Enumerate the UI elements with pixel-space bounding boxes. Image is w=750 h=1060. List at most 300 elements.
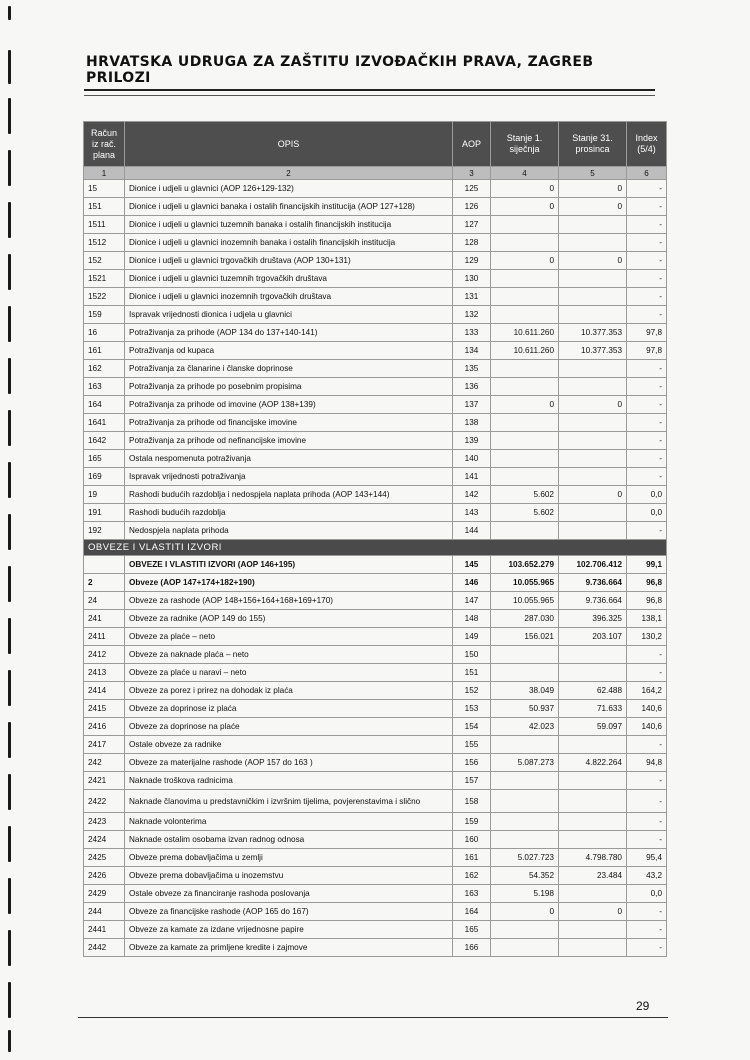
cell-january: [491, 664, 559, 682]
cell-description: Obveze za doprinose na plaće: [125, 718, 453, 736]
cell-january: [491, 234, 559, 252]
cell-index: 95,4: [627, 849, 667, 867]
table-row: [84, 522, 667, 540]
table-header-row: [84, 122, 667, 167]
cell-january: [491, 772, 559, 790]
cell-december: [559, 813, 627, 831]
cell-account: 16: [84, 324, 125, 342]
table-row: [84, 682, 667, 700]
cell-description: Potraživanja za prihode od financijske imovine: [125, 414, 453, 432]
cell-aop: 143: [453, 504, 491, 522]
cell-january: 5.087.273: [491, 754, 559, 772]
cell-aop: 163: [453, 885, 491, 903]
cell-december: [559, 664, 627, 682]
cell-description: Ispravak vrijednosti potraživanja: [125, 468, 453, 486]
binding-hole: [8, 254, 11, 290]
cell-description: Obveze za doprinose iz plaća: [125, 700, 453, 718]
cell-december: [559, 772, 627, 790]
cell-index: -: [627, 378, 667, 396]
cell-description: Dionice i udjeli u glavnici trgovačkih društava (AOP 130+131): [125, 252, 453, 270]
liabilities-rows: [84, 556, 667, 957]
cell-december: [559, 216, 627, 234]
cell-description: Ostala nespomenuta potraživanja: [125, 450, 453, 468]
col-number: 1: [84, 167, 125, 180]
cell-index: 43,2: [627, 867, 667, 885]
cell-account: 2416: [84, 718, 125, 736]
cell-description: Dionice i udjeli u glavnici tuzemnih trgovačkih društava: [125, 270, 453, 288]
cell-december: 0: [559, 903, 627, 921]
table-row: [84, 486, 667, 504]
table-row: [84, 306, 667, 324]
cell-index: -: [627, 216, 667, 234]
cell-index: -: [627, 270, 667, 288]
cell-aop: 151: [453, 664, 491, 682]
cell-description: Obveze za kamate za primljene kredite i zajmove: [125, 939, 453, 957]
table-row: [84, 198, 667, 216]
cell-january: [491, 360, 559, 378]
cell-description: Obveze za financijske rashode (AOP 165 do 167): [125, 903, 453, 921]
table-row: [84, 216, 667, 234]
cell-december: [559, 414, 627, 432]
cell-aop: 161: [453, 849, 491, 867]
cell-aop: 154: [453, 718, 491, 736]
table-row: [84, 468, 667, 486]
cell-account: 1511: [84, 216, 125, 234]
cell-account: 2414: [84, 682, 125, 700]
cell-january: 5.027.723: [491, 849, 559, 867]
cell-aop: 147: [453, 592, 491, 610]
cell-january: 10.611.260: [491, 342, 559, 360]
cell-description: Naknade troškova radnicima: [125, 772, 453, 790]
cell-description: Obveze za plaće – neto: [125, 628, 453, 646]
section-title: PRILOZI: [86, 70, 151, 86]
binding-hole: [8, 982, 11, 1018]
cell-description: Nedospjela naplata prihoda: [125, 522, 453, 540]
cell-aop: 135: [453, 360, 491, 378]
page-header: [86, 54, 666, 86]
cell-account: 2426: [84, 867, 125, 885]
table-row: [84, 646, 667, 664]
cell-january: 5.602: [491, 486, 559, 504]
binding-hole: [8, 462, 11, 498]
cell-account: 2421: [84, 772, 125, 790]
cell-december: [559, 450, 627, 468]
cell-january: 10.055.965: [491, 574, 559, 592]
cell-account: 169: [84, 468, 125, 486]
cell-december: [559, 270, 627, 288]
cell-account: 24: [84, 592, 125, 610]
cell-january: 0: [491, 198, 559, 216]
cell-december: 203.107: [559, 628, 627, 646]
cell-account: 2415: [84, 700, 125, 718]
cell-description: Obveze za naknade plaća – neto: [125, 646, 453, 664]
table-row: [84, 432, 667, 450]
cell-aop: 155: [453, 736, 491, 754]
cell-december: 59.097: [559, 718, 627, 736]
cell-account: [84, 556, 125, 574]
binding-hole: [8, 722, 11, 758]
cell-december: 62.488: [559, 682, 627, 700]
table-row: [84, 885, 667, 903]
cell-aop: 132: [453, 306, 491, 324]
cell-aop: 150: [453, 646, 491, 664]
cell-aop: 159: [453, 813, 491, 831]
cell-december: [559, 921, 627, 939]
cell-december: 10.377.353: [559, 342, 627, 360]
table-row: [84, 867, 667, 885]
table-row: [84, 556, 667, 574]
cell-description: Ostale obveze za financiranje rashoda poslovanja: [125, 885, 453, 903]
cell-aop: 157: [453, 772, 491, 790]
cell-index: 138,1: [627, 610, 667, 628]
cell-december: 0: [559, 180, 627, 198]
cell-december: 23.484: [559, 867, 627, 885]
col-number: 2: [125, 167, 453, 180]
cell-december: 4.822.264: [559, 754, 627, 772]
cell-aop: 125: [453, 180, 491, 198]
column-number-row: [84, 167, 667, 180]
cell-december: [559, 378, 627, 396]
cell-index: 0,0: [627, 504, 667, 522]
cell-description: Obveze prema dobavljačima u zemlji: [125, 849, 453, 867]
binding-hole: [8, 1030, 11, 1052]
org-title: HRVATSKA UDRUGA ZA ZAŠTITU IZVOĐAČKIH PRAVA, ZAGREB: [86, 54, 594, 70]
col-header-aop: AOP: [453, 122, 491, 167]
table-row: [84, 574, 667, 592]
table-row: [84, 718, 667, 736]
cell-december: [559, 288, 627, 306]
cell-december: [559, 432, 627, 450]
cell-aop: 128: [453, 234, 491, 252]
cell-aop: 140: [453, 450, 491, 468]
cell-aop: 138: [453, 414, 491, 432]
cell-index: -: [627, 180, 667, 198]
cell-description: Potraživanja za prihode (AOP 134 do 137+140-141): [125, 324, 453, 342]
cell-index: 99,1: [627, 556, 667, 574]
cell-aop: 146: [453, 574, 491, 592]
table-row: [84, 180, 667, 198]
cell-index: 97,8: [627, 342, 667, 360]
cell-account: 2: [84, 574, 125, 592]
cell-account: 2425: [84, 849, 125, 867]
cell-january: [491, 270, 559, 288]
cell-index: 94,8: [627, 754, 667, 772]
cell-january: [491, 288, 559, 306]
cell-account: 1641: [84, 414, 125, 432]
binding-hole: [8, 50, 11, 84]
cell-december: 4.798.780: [559, 849, 627, 867]
cell-index: -: [627, 234, 667, 252]
col-header-index: Index (5/4): [627, 122, 667, 167]
cell-december: 10.377.353: [559, 324, 627, 342]
cell-january: 5.602: [491, 504, 559, 522]
cell-aop: 130: [453, 270, 491, 288]
cell-account: 241: [84, 610, 125, 628]
cell-aop: 158: [453, 790, 491, 813]
cell-january: [491, 468, 559, 486]
cell-aop: 133: [453, 324, 491, 342]
cell-account: 242: [84, 754, 125, 772]
cell-index: -: [627, 921, 667, 939]
binding-hole: [8, 98, 11, 134]
cell-aop: 129: [453, 252, 491, 270]
cell-index: -: [627, 432, 667, 450]
cell-index: -: [627, 813, 667, 831]
cell-account: 2412: [84, 646, 125, 664]
cell-index: -: [627, 450, 667, 468]
cell-january: 10.611.260: [491, 324, 559, 342]
cell-january: 42.023: [491, 718, 559, 736]
cell-index: 96,8: [627, 574, 667, 592]
cell-january: 5.198: [491, 885, 559, 903]
cell-account: 151: [84, 198, 125, 216]
cell-aop: 126: [453, 198, 491, 216]
cell-description: Obveze za kamate za izdane vrijednosne papire: [125, 921, 453, 939]
cell-december: [559, 504, 627, 522]
cell-january: [491, 432, 559, 450]
cell-december: [559, 234, 627, 252]
cell-index: -: [627, 396, 667, 414]
cell-index: -: [627, 468, 667, 486]
table-row: [84, 414, 667, 432]
cell-account: 2422: [84, 790, 125, 813]
cell-january: [491, 378, 559, 396]
cell-description: Naknade ostalim osobama izvan radnog odnosa: [125, 831, 453, 849]
cell-december: [559, 831, 627, 849]
cell-index: -: [627, 939, 667, 957]
cell-account: 2442: [84, 939, 125, 957]
cell-description: Obveze za radnike (AOP 149 do 155): [125, 610, 453, 628]
cell-index: 140,6: [627, 700, 667, 718]
cell-account: 2413: [84, 664, 125, 682]
binding-hole: [8, 774, 11, 810]
cell-aop: 131: [453, 288, 491, 306]
cell-january: [491, 522, 559, 540]
section-row: [84, 540, 667, 556]
cell-aop: 149: [453, 628, 491, 646]
cell-account: 2424: [84, 831, 125, 849]
table-row: [84, 939, 667, 957]
cell-aop: 134: [453, 342, 491, 360]
binding-hole: [8, 670, 11, 706]
table-row: [84, 772, 667, 790]
cell-december: 0: [559, 252, 627, 270]
binding-hole: [8, 202, 11, 238]
cell-account: 1512: [84, 234, 125, 252]
cell-aop: 145: [453, 556, 491, 574]
cell-description: Rashodi budućih razdoblja: [125, 504, 453, 522]
cell-january: 10.055.965: [491, 592, 559, 610]
cell-account: 2411: [84, 628, 125, 646]
cell-description: Obveze (AOP 147+174+182+190): [125, 574, 453, 592]
table-row: [84, 252, 667, 270]
binding-hole: [8, 410, 11, 446]
col-number: 4: [491, 167, 559, 180]
col-number: 3: [453, 167, 491, 180]
col-header-january: Stanje 1. siječnja: [491, 122, 559, 167]
cell-january: 0: [491, 903, 559, 921]
cell-aop: 164: [453, 903, 491, 921]
cell-december: 102.706.412: [559, 556, 627, 574]
cell-description: OBVEZE I VLASTITI IZVORI (AOP 146+195): [125, 556, 453, 574]
header-rule-thin: [84, 95, 655, 96]
cell-december: 9.736.664: [559, 592, 627, 610]
cell-index: -: [627, 306, 667, 324]
cell-december: [559, 939, 627, 957]
cell-december: [559, 360, 627, 378]
cell-account: 244: [84, 903, 125, 921]
cell-account: 2429: [84, 885, 125, 903]
cell-account: 15: [84, 180, 125, 198]
binding-hole: [8, 514, 11, 550]
cell-index: -: [627, 664, 667, 682]
binding-hole: [8, 6, 11, 20]
table-row: [84, 504, 667, 522]
table-row: [84, 813, 667, 831]
cell-description: Dionice i udjeli u glavnici inozemnih trgovačkih društava: [125, 288, 453, 306]
cell-aop: 160: [453, 831, 491, 849]
cell-account: 19: [84, 486, 125, 504]
cell-account: 1642: [84, 432, 125, 450]
table-row: [84, 664, 667, 682]
cell-description: Obveze za porez i prirez na dohodak iz plaća: [125, 682, 453, 700]
cell-index: -: [627, 831, 667, 849]
cell-description: Obveze za plaće u naravi – neto: [125, 664, 453, 682]
cell-january: [491, 414, 559, 432]
cell-account: 163: [84, 378, 125, 396]
col-number: 6: [627, 167, 667, 180]
balance-sheet-table: [83, 121, 667, 957]
cell-december: 396.325: [559, 610, 627, 628]
col-header-description: OPIS: [125, 122, 453, 167]
cell-account: 2441: [84, 921, 125, 939]
cell-aop: 137: [453, 396, 491, 414]
cell-aop: 127: [453, 216, 491, 234]
cell-january: [491, 646, 559, 664]
cell-index: 140,6: [627, 718, 667, 736]
table-row: [84, 450, 667, 468]
cell-description: Dionice i udjeli u glavnici inozemnih banaka i ostalih financijskih institucija: [125, 234, 453, 252]
cell-description: Potraživanja za prihode od nefinancijske imovine: [125, 432, 453, 450]
cell-december: [559, 468, 627, 486]
binding-hole: [8, 306, 11, 342]
cell-aop: 144: [453, 522, 491, 540]
table-row: [84, 342, 667, 360]
table-row: [84, 921, 667, 939]
cell-index: -: [627, 414, 667, 432]
cell-index: -: [627, 288, 667, 306]
cell-aop: 162: [453, 867, 491, 885]
cell-january: [491, 921, 559, 939]
cell-december: [559, 646, 627, 664]
cell-january: 0: [491, 252, 559, 270]
cell-description: Dionice i udjeli u glavnici (AOP 126+129-132): [125, 180, 453, 198]
cell-index: -: [627, 646, 667, 664]
table-row: [84, 754, 667, 772]
table-row: [84, 288, 667, 306]
cell-aop: 136: [453, 378, 491, 396]
cell-account: 165: [84, 450, 125, 468]
cell-december: 71.633: [559, 700, 627, 718]
cell-december: 0: [559, 486, 627, 504]
cell-description: Obveze za materijalne rashode (AOP 157 do 163 ): [125, 754, 453, 772]
cell-account: 159: [84, 306, 125, 324]
cell-index: -: [627, 772, 667, 790]
assets-rows: [84, 180, 667, 540]
cell-description: Naknade članovima u predstavničkim i izvršnim tijelima, povjerenstavima i slično: [125, 790, 453, 813]
cell-aop: 156: [453, 754, 491, 772]
cell-january: 0: [491, 396, 559, 414]
table-row: [84, 628, 667, 646]
table-row: [84, 360, 667, 378]
binding-hole: [8, 930, 11, 966]
cell-january: [491, 790, 559, 813]
cell-december: [559, 736, 627, 754]
cell-january: [491, 306, 559, 324]
section-label: OBVEZE I VLASTITI IZVORI: [84, 540, 667, 556]
cell-december: [559, 306, 627, 324]
cell-account: 192: [84, 522, 125, 540]
cell-index: -: [627, 790, 667, 813]
col-number: 5: [559, 167, 627, 180]
cell-aop: 139: [453, 432, 491, 450]
col-header-december: Stanje 31. prosinca: [559, 122, 627, 167]
cell-aop: 141: [453, 468, 491, 486]
table-row: [84, 270, 667, 288]
cell-january: 156.021: [491, 628, 559, 646]
cell-account: 164: [84, 396, 125, 414]
cell-january: [491, 450, 559, 468]
cell-index: 96,8: [627, 592, 667, 610]
cell-description: Dionice i udjeli u glavnici banaka i ostalih financijskih institucija (AOP 127+128): [125, 198, 453, 216]
cell-aop: 153: [453, 700, 491, 718]
cell-aop: 152: [453, 682, 491, 700]
page-number: 29: [636, 999, 650, 1013]
binding-hole: [8, 150, 11, 186]
cell-december: 0: [559, 198, 627, 216]
cell-description: Naknade volonterima: [125, 813, 453, 831]
table-row: [84, 790, 667, 813]
cell-january: [491, 939, 559, 957]
cell-description: Potraživanja za prihode po posebnim propisima: [125, 378, 453, 396]
cell-description: Dionice i udjeli u glavnici tuzemnih banaka i ostalih financijskih institucija: [125, 216, 453, 234]
cell-january: [491, 736, 559, 754]
cell-aop: 142: [453, 486, 491, 504]
cell-index: 97,8: [627, 324, 667, 342]
cell-index: -: [627, 198, 667, 216]
cell-aop: 166: [453, 939, 491, 957]
cell-description: Potraživanja za prihode od imovine (AOP 138+139): [125, 396, 453, 414]
cell-index: -: [627, 522, 667, 540]
cell-index: 0,0: [627, 885, 667, 903]
cell-description: Ispravak vrijednosti dionica i udjela u glavnici: [125, 306, 453, 324]
binding-hole: [8, 878, 11, 914]
cell-january: 103.652.279: [491, 556, 559, 574]
cell-account: 1522: [84, 288, 125, 306]
col-header-account: Račun iz rač. plana: [84, 122, 125, 167]
cell-january: 38.049: [491, 682, 559, 700]
cell-account: 2417: [84, 736, 125, 754]
cell-description: Ostale obveze za radnike: [125, 736, 453, 754]
table-row: [84, 234, 667, 252]
binding-hole: [8, 826, 11, 862]
cell-description: Potraživanja od kupaca: [125, 342, 453, 360]
cell-description: Obveze prema dobavljačima u inozemstvu: [125, 867, 453, 885]
cell-account: 152: [84, 252, 125, 270]
cell-january: 0: [491, 180, 559, 198]
table-row: [84, 396, 667, 414]
cell-aop: 148: [453, 610, 491, 628]
